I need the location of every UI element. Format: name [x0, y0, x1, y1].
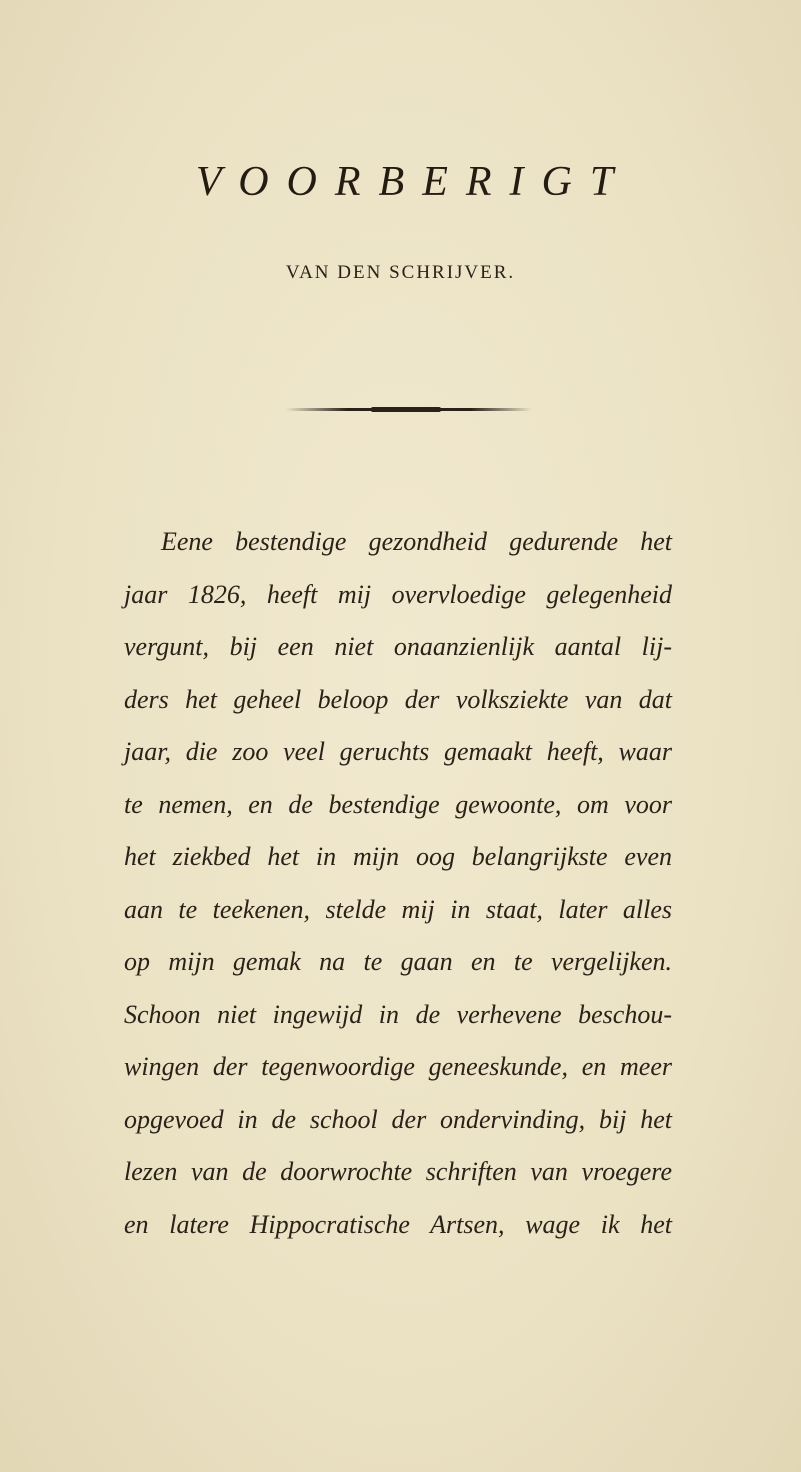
text-line: Eene bestendige gezondheid gedurende het [161, 527, 672, 556]
body-paragraph [124, 516, 672, 1251]
text-line: Schoon niet ingewijd in de verhevene beschou- [124, 999, 672, 1029]
text-line: jaar, die zoo veel geruchts gemaakt heeft, waar [124, 737, 672, 766]
page-title: VOORBERIGT [195, 159, 632, 205]
text-line: op mijn gemak na te gaan en te vergelijken. [124, 947, 672, 976]
text-line: opgevoed in de school der ondervinding, bij het [124, 1104, 672, 1134]
page-subtitle: VAN DEN SCHRIJVER. [285, 262, 516, 283]
text-line: ders het geheel beloop der volksziekte van dat [124, 684, 672, 714]
text-line: aan te teekenen, stelde mij in staat, later alles [124, 894, 672, 924]
text-line: wingen der tegenwoordige geneeskunde, en meer [124, 1052, 672, 1081]
text-line: te nemen, en de bestendige gewoonte, om voor [124, 789, 672, 819]
text-line: lezen van de doorwrochte schriften van vroegere [124, 1157, 672, 1186]
text-line: en latere Hippocratische Artsen, wage ik het [124, 1209, 672, 1239]
ornamental-divider [286, 408, 532, 411]
text-line: het ziekbed het in mijn oog belangrijkste even [124, 842, 672, 871]
text-line: vergunt, bij een niet onaanzienlijk aantal lij- [124, 632, 672, 661]
text-line: jaar 1826, heeft mij overvloedige gelegenheid [124, 579, 672, 609]
